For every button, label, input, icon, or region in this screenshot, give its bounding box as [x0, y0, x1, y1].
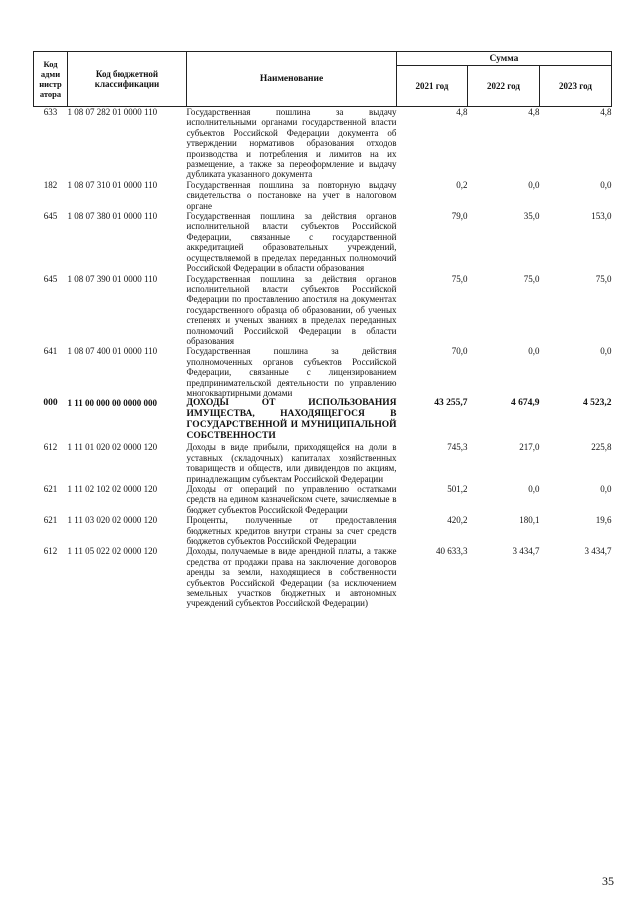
amount-2021-cell: 43 255,7	[434, 398, 468, 409]
kbk-cell: 1 08 07 310 01 0000 110	[67, 179, 158, 190]
amount-2021-cell: 4,8	[456, 107, 468, 117]
kbk-cell: 1 08 07 400 01 0000 110	[67, 346, 158, 357]
header-name: Наименование	[187, 52, 397, 107]
table-row	[34, 274, 612, 347]
table-row	[34, 107, 612, 180]
page-number: 35	[602, 874, 614, 888]
table-row	[34, 515, 612, 546]
amount-2023-cell: 4,8	[600, 107, 612, 117]
amount-2021-cell: 79,0	[451, 211, 468, 222]
amount-2023-cell: 3 434,7	[584, 546, 612, 557]
name-cell: Государственная пошлина за действия органов исполнительной власти субъектов Российской Федерации, связанные с государственной аккредитацией образовательных учреждений, осуществляемой в пределах переданных полномочий Российской Федерации в области образования	[186, 211, 397, 274]
amount-2021-cell: 745,3	[447, 442, 468, 453]
admin-code-cell: 621	[43, 484, 58, 494]
name-cell: Государственная пошлина за выдачу исполнительными органами государственной власти субъектов Российской Федерации документа об утверждении нормативов образования отходов производства и потребления и лимитов на их размещение, а также за переоформление и выдачу дубликата указанного документа	[186, 107, 397, 180]
amount-2023-cell: 4 523,2	[583, 398, 612, 409]
admin-code-cell: 000	[43, 398, 58, 409]
name-cell: ДОХОДЫ ОТ ИСПОЛЬЗОВАНИЯ ИМУЩЕСТВА, НАХОДЯЩЕГОСЯ В ГОСУДАРСТВЕННОЙ И МУНИЦИПАЛЬНОЙ СОБСТВЕННОСТИ	[186, 398, 397, 442]
amount-2023-cell: 75,0	[595, 273, 612, 284]
name-cell: Доходы в виде прибыли, приходящейся на доли в уставных (складочных) капиталах хозяйственных товариществ и обществ, или дивидендов по акциям, принадлежащим субъектам Российской Федерации	[186, 442, 397, 484]
amount-2022-cell: 4 674,9	[511, 398, 540, 409]
kbk-cell: 1 08 07 390 01 0000 110	[67, 273, 158, 284]
admin-code-cell: 645	[43, 273, 58, 284]
amount-2022-cell: 0,0	[528, 179, 540, 190]
kbk-cell: 1 08 07 380 01 0000 110	[67, 211, 158, 222]
table-row	[34, 211, 612, 273]
admin-code-cell: 612	[43, 546, 58, 557]
name-cell: Доходы, получаемые в виде арендной платы, а также средства от продажи права на заключение договоров аренды за земли, находящиеся в собственности субъектов Российской Федерации (за исключением земельных участков бюджетных и автономных учреждений субъектов Российской Федерации)	[186, 546, 397, 609]
amount-2023-cell: 0,0	[600, 346, 612, 357]
budget-table	[33, 51, 612, 609]
admin-code-cell: 621	[43, 515, 58, 526]
amount-2023-cell: 225,8	[591, 442, 612, 453]
amount-2023-cell: 0,0	[600, 179, 612, 190]
amount-2021-cell: 501,2	[447, 484, 468, 494]
amount-2023-cell: 19,6	[595, 515, 612, 526]
kbk-cell: 1 11 03 020 02 0000 120	[67, 515, 158, 526]
kbk-cell: 1 11 02 102 02 0000 120	[67, 484, 158, 494]
table-row	[34, 180, 612, 211]
amount-2023-cell: 0,0	[600, 484, 612, 494]
admin-code-cell: 645	[43, 211, 58, 222]
kbk-cell: 1 11 05 022 02 0000 120	[67, 546, 158, 557]
header-kbk: Код бюджетной классификации	[68, 52, 187, 107]
name-cell: Проценты, полученные от предоставления бюджетных кредитов внутри страны за счет средств бюджетов субъектов Российской Федерации	[186, 515, 397, 547]
admin-code-cell: 612	[43, 442, 58, 453]
amount-2022-cell: 75,0	[523, 273, 540, 284]
amount-2021-cell: 0,2	[456, 179, 468, 190]
table-row	[34, 546, 612, 608]
header-admin-code: Код адми нистр атора	[34, 52, 68, 107]
name-cell: Государственная пошлина за действия органов исполнительной власти субъектов Российской Федерации по проставлению апостиля на документах государственного образца об образовании, об ученых степенях и ученых званиях в пределах переданных полномочий Российской Федерации в области образования	[186, 273, 397, 346]
name-cell: Государственная пошлина за повторную выдачу свидетельства о постановке на учет в налоговом органе	[186, 179, 397, 211]
amount-2023-cell: 153,0	[591, 211, 612, 222]
kbk-cell: 1 11 00 000 00 0000 000	[67, 398, 158, 409]
amount-2022-cell: 4,8	[528, 107, 540, 117]
table-row	[34, 484, 612, 515]
amount-2022-cell: 0,0	[528, 484, 540, 494]
amount-2022-cell: 35,0	[523, 211, 540, 222]
header-year-2022: 2022 год	[468, 66, 540, 107]
table-header	[34, 52, 612, 107]
amount-2022-cell: 217,0	[519, 442, 540, 453]
admin-code-cell: 641	[43, 346, 58, 357]
amount-2022-cell: 180,1	[519, 515, 540, 526]
amount-2021-cell: 70,0	[451, 346, 468, 357]
header-sum: Сумма	[397, 52, 612, 66]
kbk-cell: 1 08 07 282 01 0000 110	[67, 107, 158, 117]
amount-2022-cell: 3 434,7	[512, 546, 540, 557]
header-year-2021: 2021 год	[397, 66, 468, 107]
amount-2021-cell: 420,2	[447, 515, 468, 526]
header-year-2023: 2023 год	[540, 66, 612, 107]
amount-2022-cell: 0,0	[528, 346, 540, 357]
kbk-cell: 1 11 01 020 02 0000 120	[67, 442, 158, 453]
name-cell: Доходы от операций по управлению остатками средств на едином казначейском счете, зачисляемые в бюджет субъектов Российской Федерации	[186, 484, 397, 515]
table-row	[34, 346, 612, 398]
table-row	[34, 442, 612, 484]
table-row	[34, 398, 612, 442]
amount-2021-cell: 40 633,3	[436, 546, 468, 557]
admin-code-cell: 633	[43, 107, 58, 117]
admin-code-cell: 182	[43, 179, 58, 190]
amount-2021-cell: 75,0	[451, 273, 468, 284]
name-cell: Государственная пошлина за действия уполномоченных органов субъектов Российской Федерации, связанные с лицензированием предпринимательской деятельности по управлению многоквартирными домами	[186, 346, 397, 398]
table-body	[34, 107, 612, 609]
